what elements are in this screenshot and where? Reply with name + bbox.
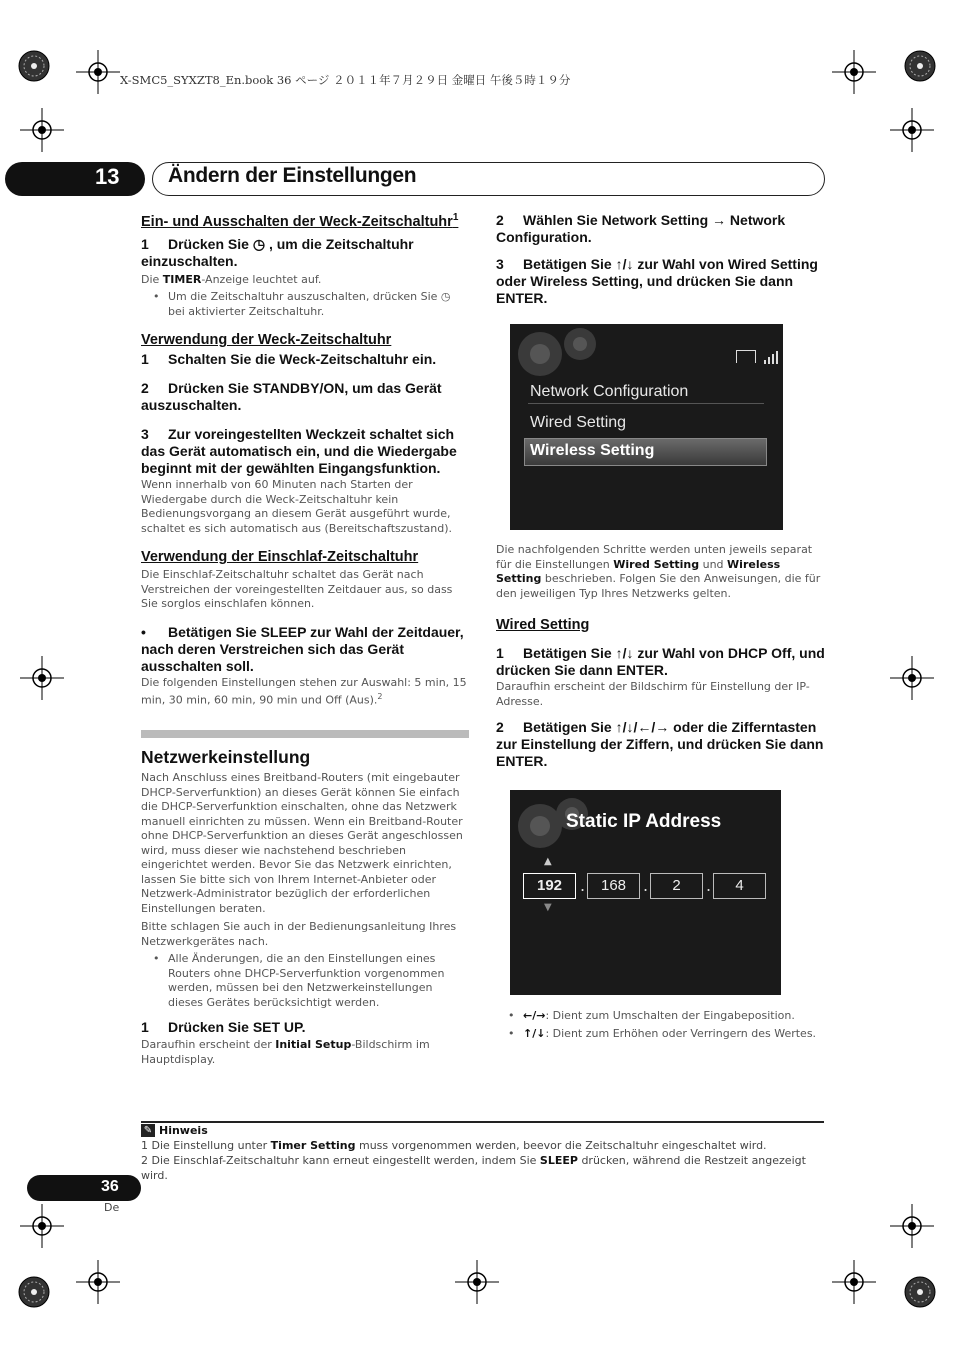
arrow-down-icon: ▼ bbox=[544, 902, 552, 913]
color-target-mark bbox=[12, 1270, 56, 1314]
registration-mark bbox=[76, 50, 120, 94]
step: 2 Drücken Sie STANDBY/ON, um das Gerät auszuschalten. bbox=[141, 380, 442, 414]
signal-icon bbox=[764, 348, 782, 364]
footnote: 2 Die Einschlaf-Zeitschaltuhr kann erneut eingestellt werden, indem Sie SLEEP drücken, während die Restzeit angezeigt wird. bbox=[141, 1154, 806, 1182]
step-note: Die folgenden Einstellungen stehen zur Auswahl: 5 min, 15 min, 30 min, 60 min, 90 min und Off (Aus).$^2$ bbox=[141, 675, 467, 707]
step-note: Daraufhin erscheint der Initial Setup-Bildschirm im Hauptdisplay. bbox=[141, 1038, 430, 1066]
airplay-icon bbox=[736, 350, 756, 363]
section-title: Ein- und Ausschalten der Weck-Zeitschaltuhr$^1$ bbox=[141, 212, 459, 230]
bullet-note: • Alle Änderungen, die an den Einstellungen eines Routers ohne DHCP-Serverfunktion vorgenommen werden, müssen bei den Netzwerkeinstellungen dieses Gerätes berücksichtigt werden. bbox=[141, 952, 469, 1010]
ip-separator: . bbox=[706, 876, 712, 895]
section-intro: Die Einschlaf-Zeitschaltuhr schaltet das Gerät nach Verstreichen der voreingestellten Zeitdauer aus, so dass Sie sorglos einschlafen können. bbox=[141, 568, 453, 611]
registration-mark bbox=[890, 656, 934, 700]
registration-mark bbox=[455, 1260, 499, 1304]
bullet-note: • Um die Zeitschaltuhr auszuschalten, drücken Sie ◷ bei aktivierter Zeitschaltuhr. bbox=[141, 290, 469, 319]
registration-mark bbox=[832, 1260, 876, 1304]
step-note: Daraufhin erscheint der Bildschirm für Einstellung der IP-Adresse. bbox=[496, 680, 810, 708]
timer-icon: ◷ bbox=[252, 235, 266, 252]
language-code: De bbox=[104, 1201, 120, 1214]
step: 3 Zur voreingestellten Weckzeit schaltet sich das Gerät automatisch ein, und die Wiedergabe beginnt mit der gewählten Eingangsfunktion. bbox=[141, 426, 457, 477]
step: 1 Schalten Sie die Weck-Zeitschaltuhr ein. bbox=[141, 351, 437, 368]
note-pencil-icon: ✎ bbox=[141, 1124, 155, 1137]
arrow-up-icon: ▲ bbox=[544, 856, 552, 867]
page-number: 36 bbox=[101, 1178, 119, 1195]
registration-mark bbox=[76, 1260, 120, 1304]
gear-graphic bbox=[510, 790, 620, 880]
title-underline bbox=[528, 403, 764, 404]
right-column-lower bbox=[496, 543, 826, 770]
footnotes bbox=[141, 1124, 824, 1183]
ip-octet-3[interactable]: 2 bbox=[650, 873, 703, 899]
step: 3 Betätigen Sie ↑/↓ zur Wahl von Wired Setting oder Wireless Setting, und drücken Sie dann ENTER. bbox=[496, 256, 818, 306]
key-legend bbox=[496, 1009, 826, 1041]
section-title: Verwendung der Einschlaf-Zeitschaltuhr bbox=[141, 549, 419, 566]
screen-title: Network Configuration bbox=[530, 383, 689, 400]
section-divider bbox=[141, 730, 469, 738]
paragraph: Bitte schlagen Sie auch in der Bedienungsanleitung Ihres Netzwerkgerätes nach. bbox=[141, 920, 457, 948]
footnote-rule bbox=[141, 1121, 824, 1123]
left-column bbox=[141, 212, 469, 1067]
section-title: Verwendung der Weck-Zeitschaltuhr bbox=[141, 332, 392, 349]
registration-mark bbox=[890, 1204, 934, 1248]
footnote: 1 Die Einstellung unter Timer Setting muss vorgenommen werden, beevor die Zeitschaltuhr eingeschaltet wird. bbox=[141, 1139, 767, 1152]
bullet-note: • ↑/↓: Dient zum Erhöhen oder Verringern des Wertes. bbox=[496, 1027, 826, 1042]
registration-mark bbox=[832, 50, 876, 94]
color-target-mark bbox=[898, 1270, 942, 1314]
chapter-title: Ändern der Einstellungen bbox=[168, 164, 417, 187]
color-target-mark bbox=[898, 44, 942, 88]
color-target-mark bbox=[12, 44, 56, 88]
chapter-number: 13 bbox=[95, 164, 120, 189]
ip-separator: . bbox=[643, 876, 649, 895]
network-configuration-screen bbox=[510, 324, 783, 530]
chapter-tab bbox=[5, 162, 145, 196]
step: • Betätigen Sie SLEEP zur Wahl der Zeitdauer, nach deren Verstreichen sich das Gerät ausschalten soll. bbox=[141, 623, 464, 674]
hinweis-label: Hinweis bbox=[159, 1124, 208, 1137]
paragraph: Die nachfolgenden Schritte werden unten jeweils separat für die Einstellungen Wired Setting und Wireless Setting beschrieben. Folgen Sie den Anweisungen, die für den jeweiligen Typ Ihres Netzwerks gelten. bbox=[496, 543, 821, 600]
paragraph: Nach Anschluss eines Breitband-Routers (mit eingebauter DHCP-Serverfunktion) an dieses Gerät können Sie einfach die DHCP-Serverfunktion einschalten, ohne das Netzwerk manuell einrichten zu müssen. Wenn ein Breitband-Router ohne DHCP-Serverfunktion an dieses Gerät angeschlossen wird, muss dieser wie nachstehend beschrieben eingerichtet werden. Bevor Sie das Netzwerk einrichten, lassen Sie bitte sich von Ihrem Internet-Anbieter oder Netzwerk-Administrator bezüglich der erforderlichen Einstellungen beraten. bbox=[141, 771, 463, 915]
right-column bbox=[496, 212, 824, 307]
step-note: Wenn innerhalb von 60 Minuten nach Starten der Wiedergabe durch die Weck-Zeitschaltuhr kein Bedienungsvorgang an diesem Gerät ausgeführt wurde, schaltet es sich automatisch aus (Bereitschaftszustand). bbox=[141, 478, 453, 535]
section-heading: Netzwerkeinstellung bbox=[141, 747, 311, 768]
print-file-info: X-SMC5_SYXZT8_En.book 36 ページ ２０１１年７月２９日 金曜日 午後５時１９分 bbox=[120, 73, 571, 87]
bullet-note: • ←/→: Dient zum Umschalten der Eingabeposition. bbox=[496, 1009, 826, 1024]
section-title: Wired Setting bbox=[496, 617, 590, 633]
step: 1 Drücken Sie ◷ , um die Zeitschaltuhr einzuschalten. bbox=[141, 235, 414, 269]
ip-octet-1[interactable]: 192 bbox=[523, 873, 576, 899]
step: 1 Drücken Sie SET UP. bbox=[141, 1019, 306, 1036]
ip-octet-2[interactable]: 168 bbox=[587, 873, 640, 899]
step: 2 Wählen Sie Network Setting → Network Configuration. bbox=[496, 212, 786, 245]
step-note: Die TIMER-Anzeige leuchtet auf. bbox=[141, 272, 322, 286]
step: 2 Betätigen Sie ↑/↓/←/→ oder die Zifferntasten zur Einstellung der Ziffern, und drücken Sie dann ENTER. bbox=[496, 719, 824, 769]
screen-title: Static IP Address bbox=[566, 811, 722, 832]
ip-octet-4[interactable]: 4 bbox=[713, 873, 766, 899]
registration-mark bbox=[20, 656, 64, 700]
timer-icon: ◷ bbox=[440, 290, 451, 304]
ip-separator: . bbox=[580, 876, 586, 895]
menu-item-wired-setting[interactable]: Wired Setting bbox=[530, 414, 627, 431]
step: 1 Betätigen Sie ↑/↓ zur Wahl von DHCP Off, und drücken Sie dann ENTER. bbox=[496, 645, 825, 678]
registration-mark bbox=[20, 1204, 64, 1248]
registration-mark bbox=[20, 108, 64, 152]
registration-mark bbox=[890, 108, 934, 152]
page-number-tab bbox=[27, 1175, 141, 1201]
static-ip-address-screen bbox=[510, 790, 781, 995]
menu-item-wireless-setting[interactable]: Wireless Setting bbox=[530, 442, 655, 459]
